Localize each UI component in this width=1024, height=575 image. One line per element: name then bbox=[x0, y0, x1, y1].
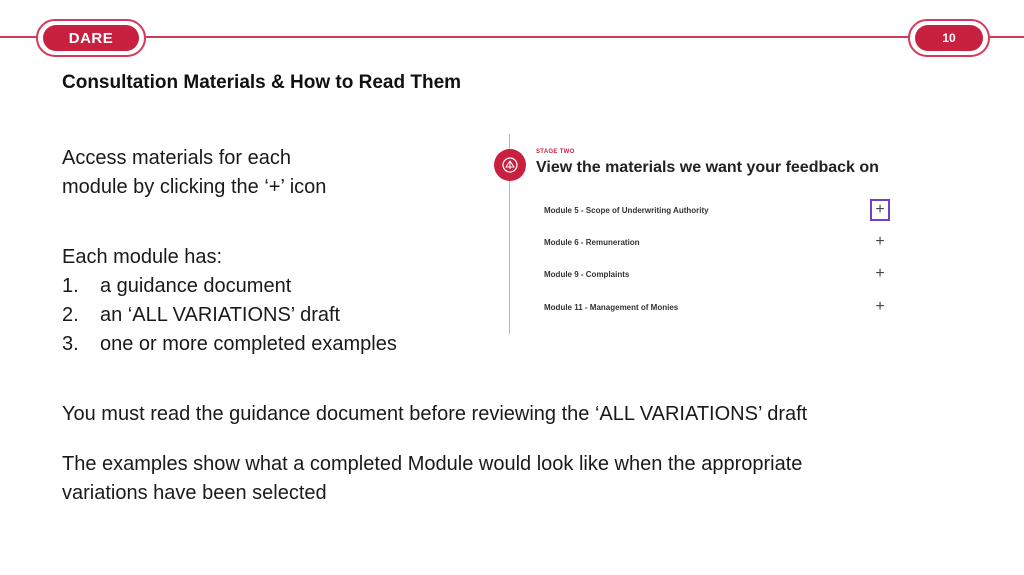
guidance-note: You must read the guidance document before reviewing the ‘ALL VARIATIONS’ draft bbox=[62, 403, 808, 425]
plus-icon[interactable]: + bbox=[875, 265, 885, 282]
module-label: Module 5 - Scope of Underwriting Authority bbox=[544, 205, 709, 215]
module-contents-heading: Each module has: bbox=[62, 246, 223, 268]
page-number: 10 bbox=[915, 25, 983, 51]
module-row bbox=[544, 262, 890, 286]
page-number-badge bbox=[908, 19, 990, 57]
list-item: 3. one or more completed examples bbox=[62, 333, 397, 355]
module-row bbox=[544, 198, 890, 222]
plus-icon[interactable]: + bbox=[870, 199, 890, 221]
stage-badge-icon bbox=[494, 149, 526, 181]
module-label: Module 11 - Management of Monies bbox=[544, 302, 679, 312]
module-contents-list bbox=[62, 272, 397, 359]
examples-note: The examples show what a completed Module would look like when the appropriate variations have been selected bbox=[62, 453, 803, 504]
module-row bbox=[544, 230, 890, 254]
brand-badge bbox=[36, 19, 146, 57]
intro-text bbox=[62, 144, 422, 202]
header-rule bbox=[0, 36, 1024, 38]
plus-icon[interactable]: + bbox=[875, 233, 885, 250]
list-item: 1. a guidance document bbox=[62, 275, 292, 297]
materials-heading: View the materials we want your feedback on bbox=[536, 159, 879, 176]
plus-icon[interactable]: + bbox=[875, 298, 885, 315]
list-item: 2. an ‘ALL VARIATIONS’ draft bbox=[62, 304, 341, 326]
intro-line-2: module by clicking the ‘+’ icon bbox=[62, 176, 327, 198]
module-row bbox=[544, 295, 890, 319]
intro-line-1: Access materials for each bbox=[62, 147, 291, 169]
stage-label: STAGE TWO bbox=[536, 149, 575, 155]
brand-label: DARE bbox=[43, 25, 139, 51]
slide-title: Consultation Materials & How to Read Them bbox=[62, 72, 462, 93]
module-label: Module 9 - Complaints bbox=[544, 269, 630, 279]
module-label: Module 6 - Remuneration bbox=[544, 237, 640, 247]
module-contents bbox=[62, 243, 397, 359]
materials-screenshot bbox=[490, 134, 910, 334]
